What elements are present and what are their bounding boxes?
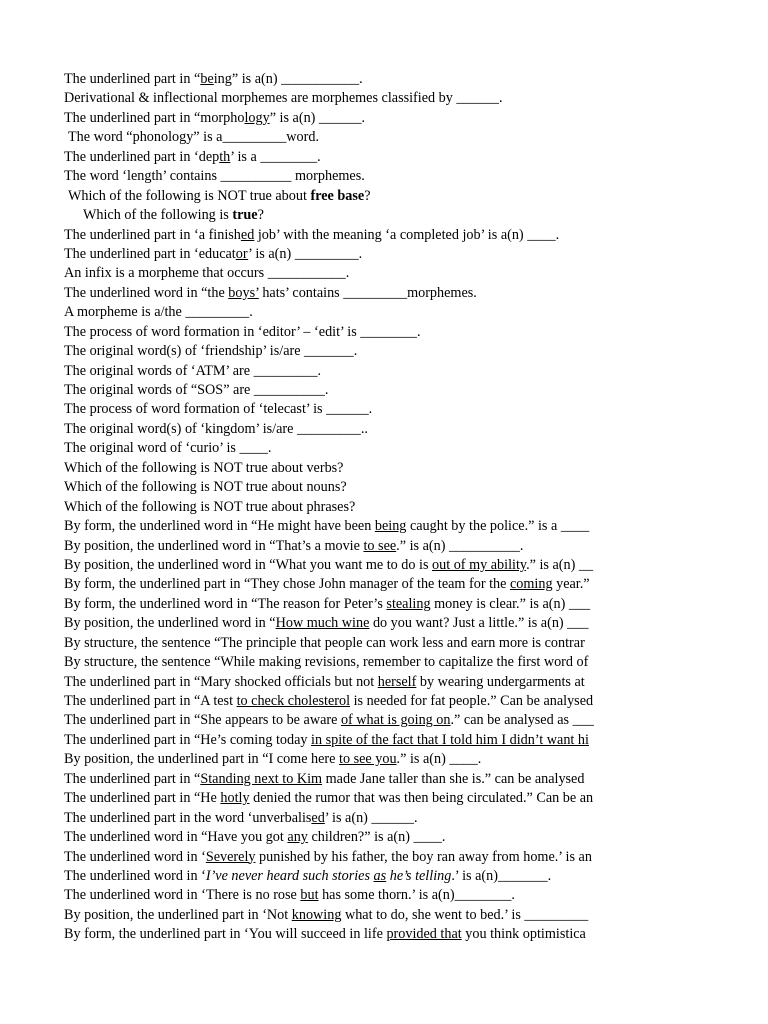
question-text-segment: The underlined part in “She appears to be aware <box>64 712 341 729</box>
question-text-segment: The original words of ‘ATM’ are _________. <box>64 362 322 379</box>
question-text-segment: The underlined part in “He’s coming today <box>64 731 312 748</box>
question-text-segment: By form, the underlined word in “The reason for Peter’s <box>64 595 387 612</box>
question-line <box>64 809 620 828</box>
question-text-segment: The underlined part in “morpho <box>64 109 245 126</box>
question-text-segment: ’ is a(n) ______. <box>324 809 418 826</box>
question-text-segment: The original word(s) of ‘friendship’ is/are _______. <box>64 343 358 360</box>
question-text-segment: logy <box>244 109 270 126</box>
question-text-segment: has some thorn.’ is a(n)________. <box>318 887 515 904</box>
question-line <box>64 478 620 497</box>
question-text-segment: being <box>374 518 407 535</box>
question-text-segment: punished by his father, the boy ran away from home.’ is an <box>255 848 592 865</box>
question-text-segment: The original word(s) of ‘kingdom’ is/are _________.. <box>64 420 368 437</box>
question-line <box>64 381 620 400</box>
question-text-segment: The word “phonology” is a_________word. <box>68 129 319 146</box>
question-text-segment: ? <box>257 207 264 224</box>
question-text-segment: you think optimistica <box>461 926 586 943</box>
question-text-segment: caught by the police.” is a ____ <box>406 518 590 535</box>
question-line <box>64 556 620 575</box>
question-text-segment: The underlined word in “Have you got <box>64 829 288 846</box>
question-text-segment: By position, the underlined part in “I come here <box>64 751 340 768</box>
question-text-segment: to see <box>363 537 397 554</box>
question-text-segment: ed <box>311 809 325 826</box>
question-text-segment: or <box>235 245 249 262</box>
question-line <box>64 148 620 167</box>
question-text-segment: he’s telling <box>386 867 452 884</box>
question-text-segment: I’ve never heard such stories <box>205 867 374 884</box>
question-text-segment: out of my ability <box>432 556 527 573</box>
question-text-segment: Which of the following is NOT true about phrases? <box>64 498 356 515</box>
question-text-segment: provided that <box>386 926 462 943</box>
question-text-segment: .’ is a(n)_______. <box>451 867 552 884</box>
question-line <box>64 595 620 614</box>
question-text-segment: th <box>219 148 231 165</box>
question-text-segment: The original words of “SOS” are __________. <box>64 382 329 398</box>
question-line <box>64 420 620 439</box>
question-text-segment: ed <box>240 226 255 243</box>
question-line <box>64 692 620 711</box>
question-line <box>64 653 620 672</box>
question-line <box>64 264 620 283</box>
question-text-segment: of what is going on <box>340 712 451 729</box>
question-text-segment: By position, the underlined part in ‘Not <box>64 906 292 923</box>
question-line <box>64 70 620 89</box>
question-text-segment: children?” is a(n) ____. <box>307 829 446 846</box>
question-text-segment: The underlined part in the word ‘unverbalis <box>64 809 312 826</box>
question-text-segment: The underlined part in ‘dep <box>64 148 220 165</box>
question-line <box>64 303 620 322</box>
document-page <box>64 70 620 945</box>
question-text-segment: coming <box>509 576 553 593</box>
question-line <box>64 342 620 361</box>
question-text-segment: By position, the underlined word in “What you want me to do is <box>64 556 433 573</box>
question-line <box>64 575 620 594</box>
question-line <box>64 109 620 128</box>
question-line <box>64 167 620 186</box>
question-text-segment: The underlined word in ‘ <box>64 867 206 884</box>
question-text-segment: The underlined word in ‘There is no rose <box>64 887 301 904</box>
question-text-segment: true <box>232 207 258 224</box>
question-text-segment: Which of the following is NOT true about nouns? <box>64 479 347 496</box>
question-text-segment: The process of word formation in ‘editor’ – ‘edit’ is ________. <box>64 323 421 340</box>
question-text-segment: The underlined part in “Mary shocked officials but not <box>64 673 378 690</box>
question-line <box>64 400 620 419</box>
question-text-segment: in spite of the fact that I told him I didn’t want hi <box>311 731 589 748</box>
question-text-segment: boys’ <box>228 284 259 301</box>
question-line <box>64 498 620 517</box>
question-text-segment: By structure, the sentence “The principle that people can work less and earn more is contrar <box>64 634 585 651</box>
question-text-segment: .” can be analysed as ___ <box>450 712 594 729</box>
question-text-segment: Which of the following is NOT true about verbs? <box>64 459 344 476</box>
question-text-segment: to see you <box>339 751 397 768</box>
question-text-segment: .” is a(n) __ <box>526 556 594 573</box>
question-text-segment: The word ‘length’ contains __________ morphemes. <box>64 168 365 185</box>
question-line <box>64 848 620 867</box>
question-line <box>64 459 620 478</box>
question-text-segment: The underlined word in “the <box>64 284 229 301</box>
question-line <box>64 206 620 225</box>
question-text-segment: The underlined part in “A test <box>64 693 237 709</box>
question-text-segment: any <box>287 829 308 846</box>
question-line <box>64 226 620 245</box>
question-text-segment: stealing <box>386 595 431 612</box>
question-line <box>64 673 620 692</box>
question-text-segment: hotly <box>220 790 250 807</box>
question-text-segment: but <box>300 887 319 904</box>
question-text-segment: as <box>373 867 387 884</box>
question-text-segment: By position, the underlined word in “That’s a movie <box>64 537 364 554</box>
question-text-segment: ing” is a(n) ___________. <box>213 71 363 87</box>
question-text-segment: By form, the underlined part in ‘You will succeed in life <box>64 926 387 943</box>
question-line <box>64 517 620 536</box>
question-text-segment: .” is a(n) __________. <box>396 537 524 554</box>
question-line <box>64 711 620 730</box>
question-text-segment: denied the rumor that was then being circulated.” Can be an <box>249 790 594 807</box>
question-text-segment: Standing next to Kim <box>200 770 323 787</box>
question-text-segment: ? <box>364 187 371 204</box>
question-text-segment: How much wine <box>275 615 370 632</box>
question-line <box>64 925 620 944</box>
question-text-segment: is needed for fat people.” Can be analysed <box>350 693 594 709</box>
question-line <box>64 614 620 633</box>
question-text-segment: The underlined part in “He <box>64 790 221 807</box>
question-line <box>64 362 620 381</box>
question-text-segment: be <box>200 71 214 87</box>
question-text-segment: do you want? Just a little.” is a(n) ___ <box>369 615 589 632</box>
question-line <box>64 789 620 808</box>
question-text-segment: free base <box>310 187 365 204</box>
question-line <box>64 245 620 264</box>
question-text-segment: The underlined part in ‘a finish <box>64 226 241 243</box>
question-line <box>64 867 620 886</box>
question-text-segment: A morpheme is a/the _________. <box>64 304 253 321</box>
question-text-segment: The underlined part in “ <box>64 71 201 87</box>
question-line <box>64 634 620 653</box>
question-text-segment: ” is a(n) ______. <box>269 109 366 126</box>
question-text-segment: By form, the underlined part in “They chose John manager of the team for the <box>64 576 510 593</box>
question-line <box>64 439 620 458</box>
question-text-segment: By position, the underlined word in “ <box>64 615 276 632</box>
question-line <box>64 770 620 789</box>
question-text-segment: The original word of ‘curio’ is ____. <box>64 440 272 457</box>
question-text-segment: knowing <box>291 906 342 923</box>
question-line <box>64 128 620 147</box>
question-line <box>64 284 620 303</box>
question-line <box>64 906 620 925</box>
question-text-segment: herself <box>377 673 417 690</box>
question-text-segment: By form, the underlined word in “He might have been <box>64 518 375 535</box>
question-line <box>64 750 620 769</box>
question-text-segment: Which of the following is <box>83 207 233 224</box>
question-line <box>64 828 620 847</box>
question-text-segment: to check cholesterol <box>236 693 351 709</box>
question-text-segment: year.” <box>552 576 590 593</box>
question-text-segment: Severely <box>205 848 256 865</box>
question-line <box>64 89 620 108</box>
question-text-segment: ’ is a ________. <box>230 148 321 165</box>
question-text-segment: hats’ contains _________morphemes. <box>258 284 477 301</box>
question-text-segment: money is clear.” is a(n) ___ <box>430 595 591 612</box>
question-text-segment: The underlined word in ‘ <box>64 848 206 865</box>
question-text-segment: By structure, the sentence “While making revisions, remember to capitalize the first word of <box>64 654 589 671</box>
question-line <box>64 323 620 342</box>
question-line <box>64 537 620 556</box>
question-text-segment: ’ is a(n) _________. <box>248 245 363 262</box>
question-line <box>64 187 620 206</box>
question-text-segment: The underlined part in ‘educat <box>64 245 236 262</box>
question-line <box>64 886 620 905</box>
question-text-segment: .” is a(n) ____. <box>396 751 482 768</box>
question-text-segment: Which of the following is NOT true about <box>68 187 311 204</box>
question-text-segment: The underlined part in “ <box>64 770 201 787</box>
question-text-segment: made Jane taller than she is.” can be analysed <box>322 770 585 787</box>
question-text-segment: what to do, she went to bed.’ is _________ <box>341 906 589 923</box>
question-text-segment: The process of word formation of ‘telecast’ is ______. <box>64 401 373 418</box>
question-text-segment: job’ with the meaning ‘a completed job’ is a(n) ____. <box>254 226 560 243</box>
question-line <box>64 731 620 750</box>
question-text-segment: Derivational & inflectional morphemes are morphemes classified by ______. <box>64 90 503 107</box>
question-text-segment: An infix is a morpheme that occurs ___________. <box>64 265 350 282</box>
question-text-segment: by wearing undergarments at <box>416 673 585 690</box>
